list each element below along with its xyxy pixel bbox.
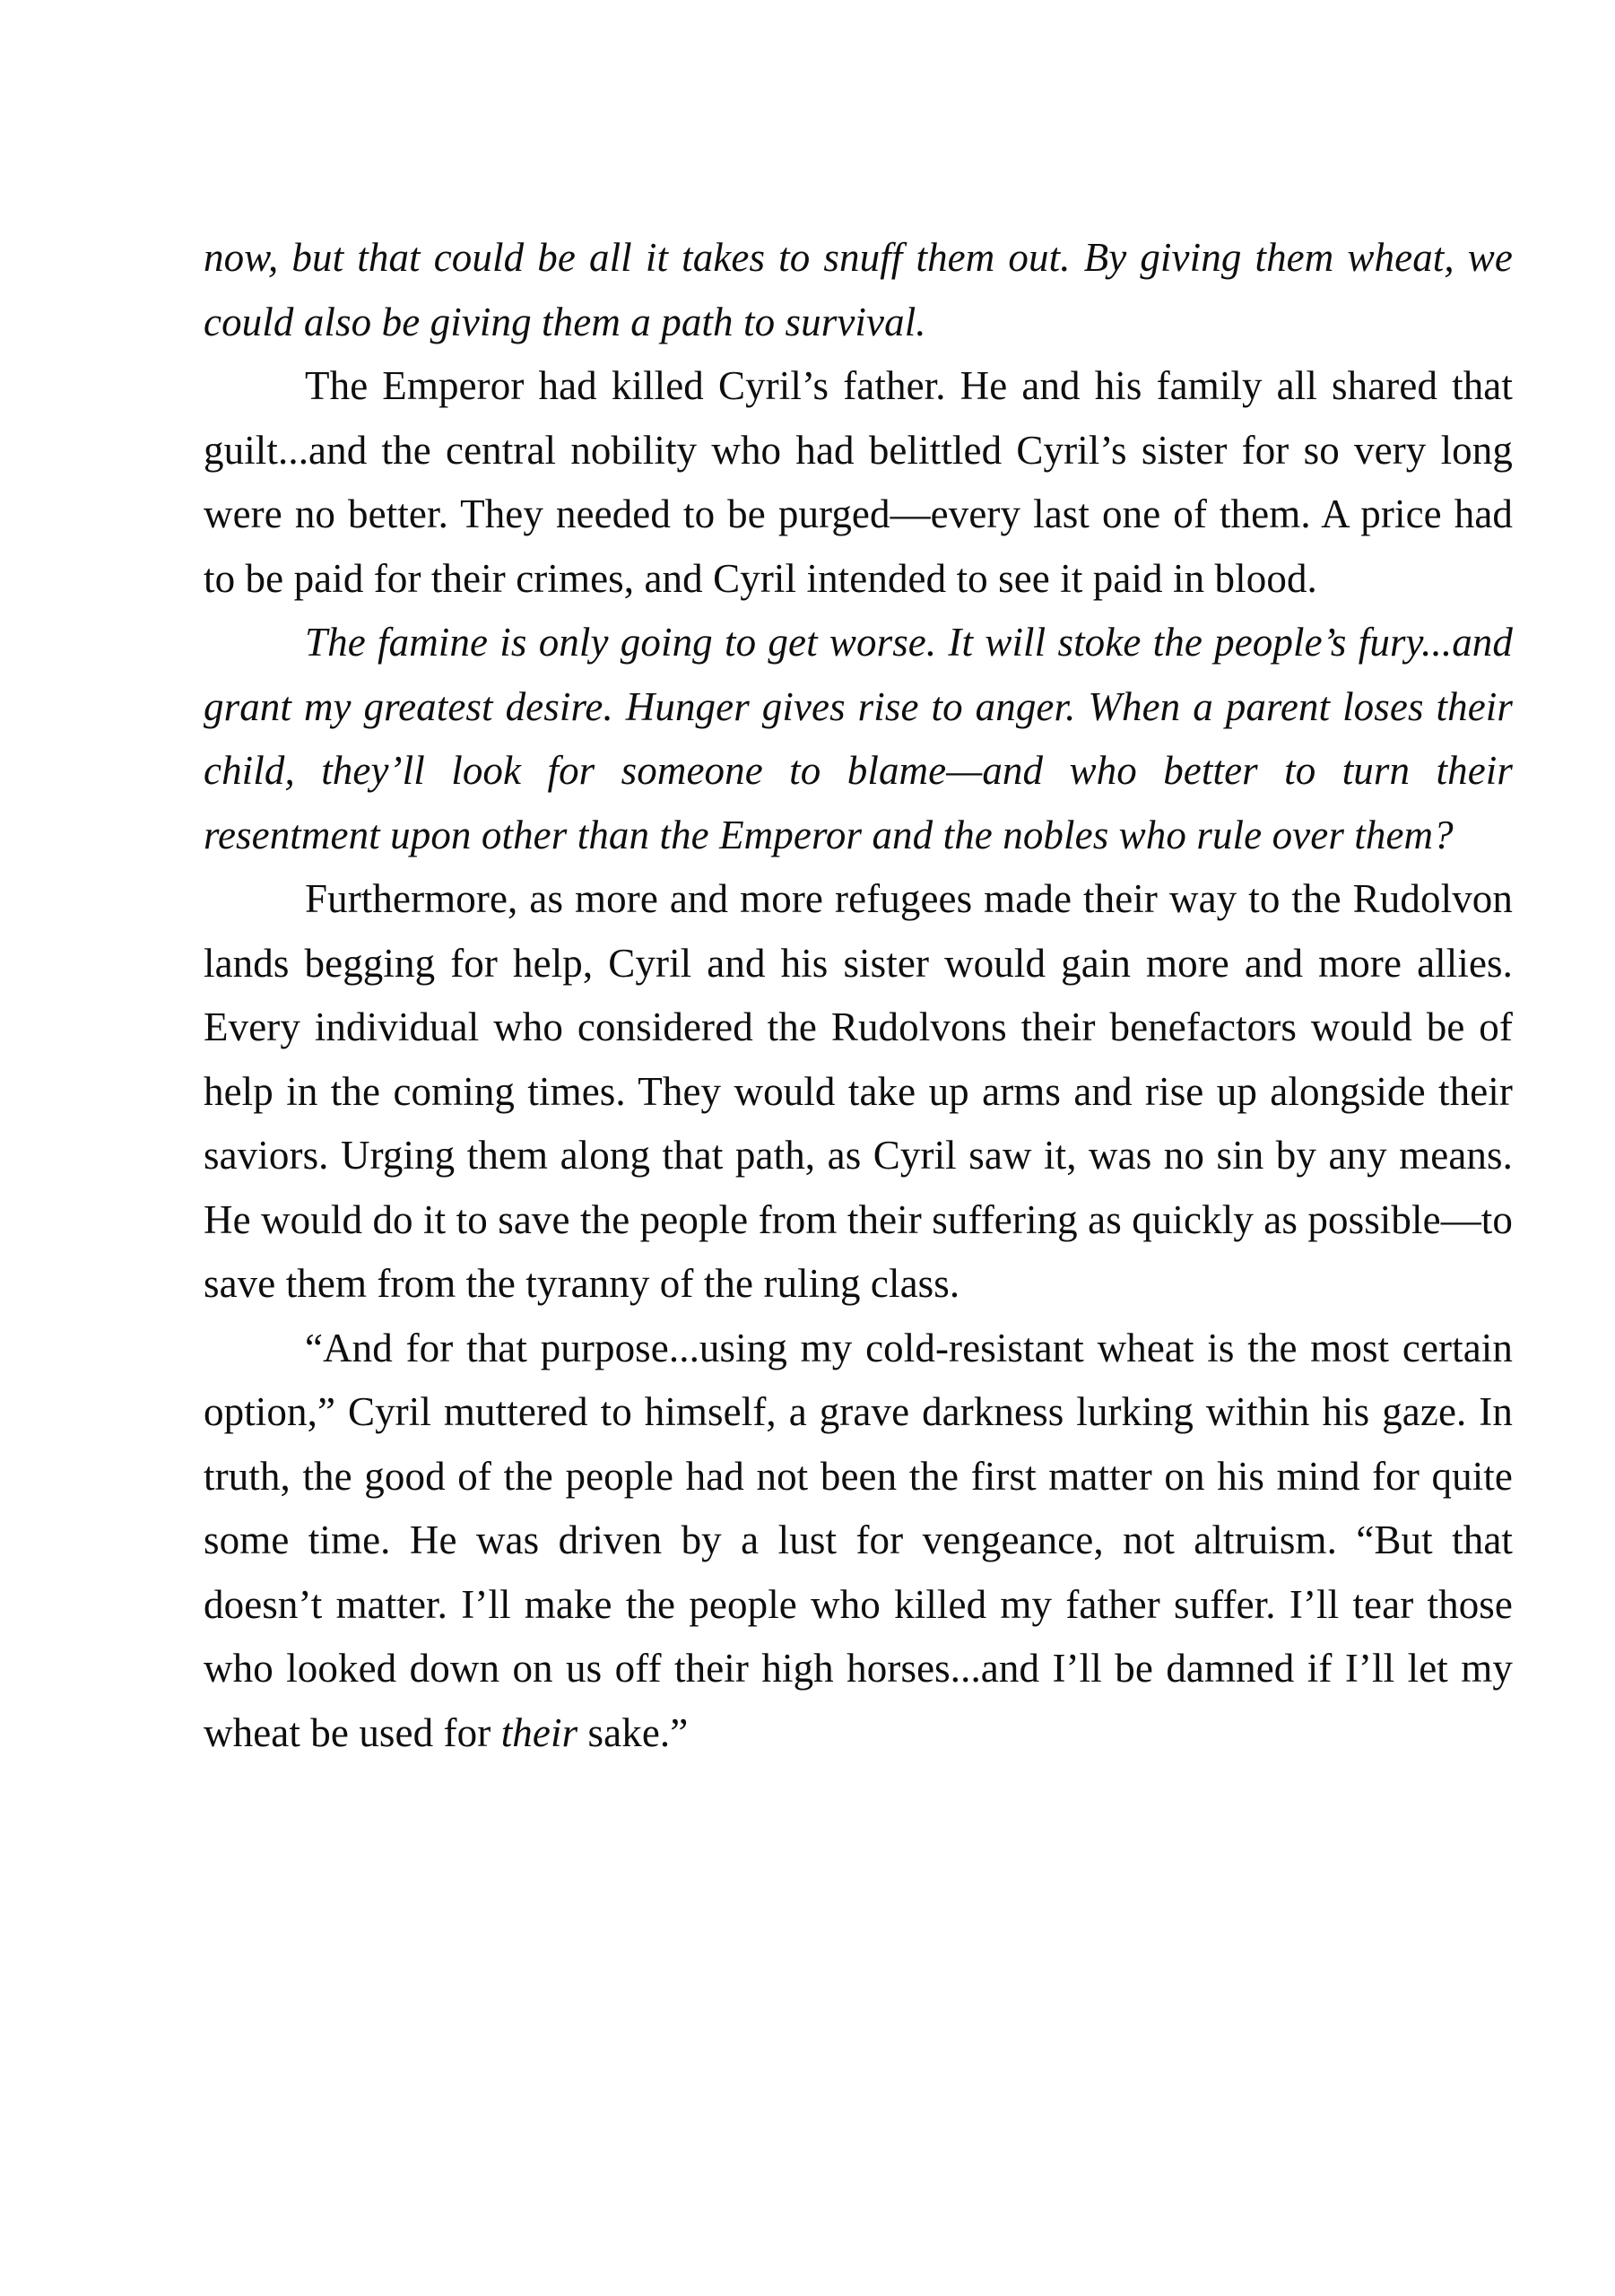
paragraph-famine-monologue: The famine is only going to get worse. It will stoke the people’s fury...and grant my greatest desire. Hunger gives rise to anger. When a parent loses their child, they’ll look for someone to blame—and who better to turn their resentment upon other than the Emperor and the nobles who rule over them?: [204, 620, 1513, 857]
emphasized-word: their: [500, 1709, 578, 1755]
paragraph-emperor-guilt: The Emperor had killed Cyril’s father. He and his family all shared that guilt...and the central nobility who had belittled Cyril’s sister for so very long were no better. They needed to be purged—every last one of them. A price had to be paid for their crimes, and Cyril intended to see it paid in blood.: [204, 363, 1513, 601]
paragraph-cyril-vengeance: [204, 1317, 1513, 1766]
page-text-block: [204, 226, 1513, 1765]
paragraph-refugees-allies: Furthermore, as more and more refugees made their way to the Rudolvon lands begging for help, Cyril and his sister would gain more and more allies. Every individual who considered the Rudolvons their benefactors would be of help in the coming times. They would take up arms and rise up alongside their saviors. Urging them along that path, as Cyril saw it, was no sin by any means. He would do it to save the people from their suffering as quickly as possible—to save them from the tyranny of the ruling class.: [204, 876, 1513, 1306]
paragraph-segment-after-emphasis: sake.”: [577, 1709, 689, 1755]
paragraph-segment-before-emphasis: “And for that purpose...using my cold-resistant wheat is the most certain option,” Cyril muttered to himself, a grave darkness lurking within his gaze. In truth, the good of the people had not been the first matter on his mind for quite some time. He was driven by a lust for vengeance, not altruism. “But that doesn’t matter. I’ll make the people who killed my father suffer. I’ll tear those who looked down on us off their high horses...and I’ll be damned if I’ll let my wheat be used for: [204, 1325, 1513, 1755]
paragraph-wheat-survival: now, but that could be all it takes to snuff them out. By giving them wheat, we could also be giving them a path to survival.: [204, 235, 1513, 344]
